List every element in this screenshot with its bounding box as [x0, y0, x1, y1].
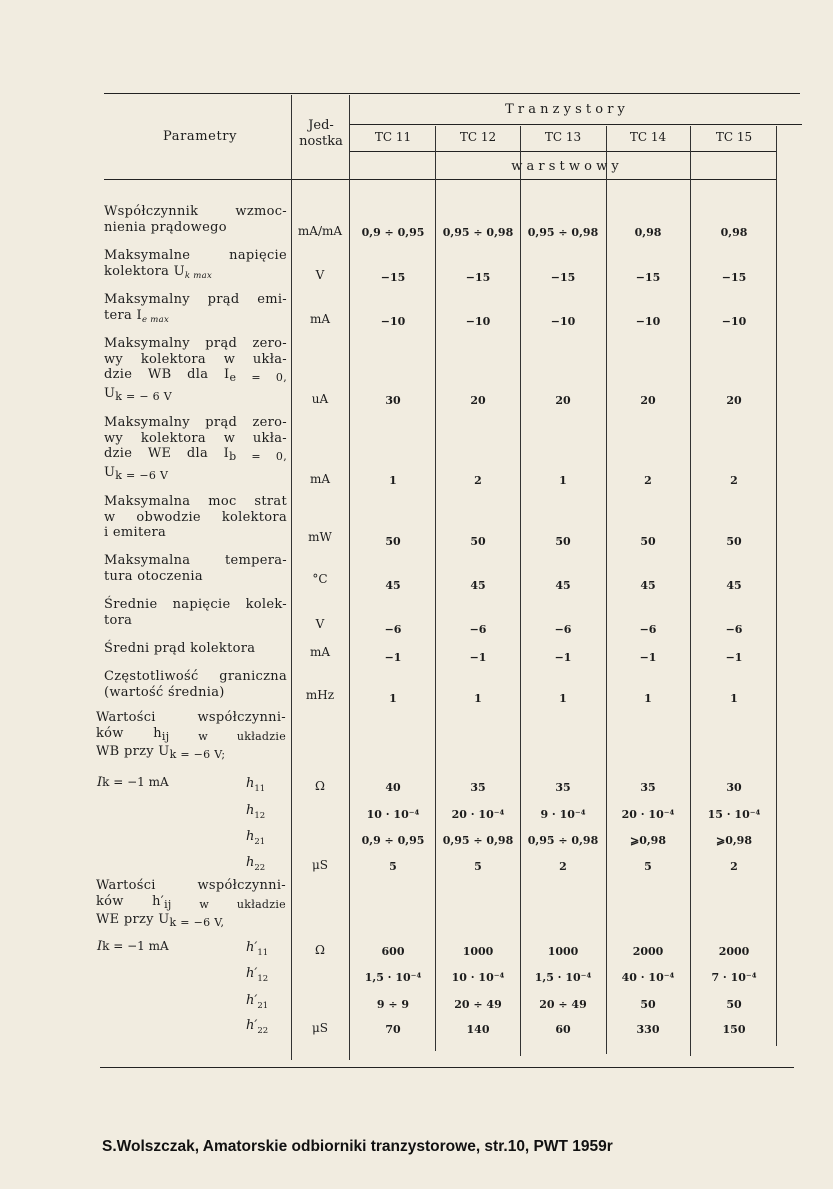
hb-block-h11-label: $h_{11}$: [246, 776, 266, 794]
hb-block-h22-unit: μS: [311, 858, 329, 872]
hb-block-h21-value-2: 0,95 ÷ 0,98: [442, 834, 514, 847]
hb-block-h12-value-5: 15 · 10⁻⁴: [707, 808, 761, 821]
row-10-param-line-1: Częstotliwość graniczna: [104, 669, 287, 684]
hb-block-h22-label: $h_{22}$: [246, 855, 266, 873]
row-5-param-line-1: Maksymalny prąd zero-: [104, 415, 287, 430]
he-block-h21-value-1: 9 ÷ 9: [376, 998, 410, 1011]
row-2-param: [104, 248, 287, 284]
row-8-unit: V: [315, 617, 325, 631]
hb-block-h11-value-4: 35: [640, 781, 656, 794]
row-9-unit: mA: [309, 645, 331, 659]
row-3-value-5: −10: [721, 315, 747, 328]
hb-block-h11-value-5: 30: [726, 781, 742, 794]
row-3-param-line-1: Maksymalny prąd emi-: [104, 292, 287, 307]
row-5-param-line-3: dzie WE dla $I_{b = 0,}$: [104, 446, 288, 463]
he-block-param-line-2: ków $h'_{ij w układzie}$: [96, 893, 286, 911]
hb-block-h22-value-4: 5: [644, 860, 652, 873]
row-8-param: [104, 597, 287, 628]
row-5-unit: mA: [309, 472, 331, 486]
row-5-value-5: 2: [730, 474, 738, 487]
he-block-h11-value-1: 600: [381, 945, 405, 958]
hb-block-param-line-3: WB przy $U_{k = -6 V;}$: [96, 744, 226, 761]
row-3-value-1: −10: [380, 315, 406, 328]
row-5-value-1: 1: [389, 474, 397, 487]
hb-block-h12-value-4: 20 · 10⁻⁴: [621, 808, 675, 821]
he-block-h21-value-5: 50: [726, 998, 742, 1011]
hb-block-param: [96, 710, 286, 763]
row-9-value-1: −1: [384, 651, 402, 664]
column-header-tc-11: TC 11: [374, 130, 412, 144]
row-7-value-5: 45: [726, 579, 742, 592]
hb-block-h11-value-2: 35: [470, 781, 486, 794]
row-9-value-5: −1: [725, 651, 743, 664]
hb-block-param-line-2: ków $h_{ij w układzie}$: [96, 725, 286, 743]
row-8-value-2: −6: [469, 623, 487, 636]
he-block-condition: Ik = −1 mA: [97, 939, 169, 954]
hb-block-h21-value-3: 0,95 ÷ 0,98: [527, 834, 599, 847]
he-block-h22-subscript: 22: [257, 1026, 269, 1036]
row-7-value-2: 45: [470, 579, 486, 592]
row-3-unit: mA: [309, 312, 331, 326]
row-8-param-line-1: Średnie napięcie kolek-: [104, 597, 287, 612]
he-block-h11-subscript: 11: [257, 948, 269, 958]
row-1-param-line-2: nienia prądowego: [104, 219, 227, 235]
row-5-param-line-2: wy kolektora w ukła-: [104, 430, 287, 446]
column-header-tc-14: TC 14: [629, 130, 667, 144]
he-block-h12-value-2: 10 · 10⁻⁴: [451, 971, 505, 984]
unit-header-line-1: Jed-: [308, 118, 334, 133]
he-block-h21-value-2: 20 ÷ 49: [454, 998, 502, 1011]
he-block-h12-subscript: 12: [257, 974, 269, 984]
he-block-h11-value-3: 1000: [547, 945, 579, 958]
hb-block-h11-unit: Ω: [315, 779, 325, 793]
he-block-h12-value-4: 40 · 10⁻⁴: [621, 971, 675, 984]
row-4-param-line-4: $U_{k = - 6 V}$: [104, 385, 172, 403]
row-7-value-3: 45: [555, 579, 571, 592]
row-9-value-3: −1: [554, 651, 572, 664]
row-4-param-subscript-2: k = − 6 V: [115, 389, 172, 403]
he-block-h12-value-5: 7 · 10⁻⁴: [711, 971, 757, 984]
group-header: T r a n z y s t o r y: [505, 102, 625, 117]
row-4-unit: uA: [311, 392, 329, 406]
row-4-value-1: 30: [385, 394, 401, 407]
row-2-unit: V: [315, 268, 325, 282]
row-10-param: [104, 669, 287, 700]
row-2-value-5: −15: [721, 271, 747, 284]
hb-block-condition-subscript: k = −1 mA: [102, 775, 169, 789]
row-6-value-4: 50: [640, 535, 656, 548]
row-3-param-line-2: tera $I_{e max}$: [104, 307, 170, 325]
row-8-value-5: −6: [725, 623, 743, 636]
row-4-param-line-2: wy kolektora w ukła-: [104, 351, 287, 367]
row-5-value-3: 1: [559, 474, 567, 487]
row-10-value-4: 1: [644, 692, 652, 705]
he-block-h22-unit: μS: [311, 1021, 329, 1035]
row-4-param-subscript-1: e = 0,: [229, 371, 288, 384]
row-8-value-1: −6: [384, 623, 402, 636]
row-7-value-1: 45: [385, 579, 401, 592]
hb-block-h21-value-5: ⩾0,98: [715, 834, 752, 847]
hb-block-param-line-1: Wartości współczynni-: [96, 710, 286, 725]
row-3-value-4: −10: [635, 315, 661, 328]
row-4-param: [104, 336, 287, 404]
he-block-h11-value-4: 2000: [632, 945, 664, 958]
he-block-h22-value-3: 60: [555, 1023, 571, 1036]
hb-block-h21-value-1: 0,9 ÷ 0,95: [361, 834, 425, 847]
row-4-value-5: 20: [726, 394, 742, 407]
he-block-h22-value-2: 140: [466, 1023, 490, 1036]
column-header-tc-13: TC 13: [544, 130, 582, 144]
he-block-param-line-1: Wartości współczynni-: [96, 878, 286, 893]
column-header-tc-12: TC 12: [459, 130, 497, 144]
row-6-value-1: 50: [385, 535, 401, 548]
row-10-value-1: 1: [389, 692, 397, 705]
he-block-h22-label: $h'_{22}$: [246, 1018, 269, 1036]
row-2-value-2: −15: [465, 271, 491, 284]
he-block-h11-unit: Ω: [315, 943, 325, 957]
row-7-param: [104, 553, 287, 584]
row-4-value-2: 20: [470, 394, 486, 407]
hb-block-h22-value-3: 2: [559, 860, 567, 873]
he-block-h11-value-2: 1000: [462, 945, 494, 958]
he-block-h11-label: $h'_{11}$: [246, 940, 269, 958]
row-10-value-3: 1: [559, 692, 567, 705]
row-4-param-line-3: dzie WB dla $I_{e = 0,}$: [104, 367, 288, 384]
row-5-param-subscript-2: k = −6 V: [115, 468, 169, 482]
row-6-param-line-1: Maksymalna moc strat: [104, 494, 287, 509]
hb-block-h22-value-1: 5: [389, 860, 397, 873]
he-block-h12-label: $h'_{12}$: [246, 966, 269, 984]
unit-header-line-2: nostka: [299, 134, 343, 149]
hb-block-h12-label: $h_{12}$: [246, 803, 266, 821]
row-6-value-2: 50: [470, 535, 486, 548]
header-bottom-rule: [104, 179, 776, 180]
he-block-h22-value-1: 70: [385, 1023, 401, 1036]
row-8-param-line-2: tora: [104, 612, 133, 628]
row-5-param-subscript-1: b = 0,: [229, 450, 288, 463]
he-block-h21-value-4: 50: [640, 998, 656, 1011]
he-block-h11-value-5: 2000: [718, 945, 750, 958]
type-header: w a r s t w o w y: [511, 159, 619, 174]
row-3-value-2: −10: [465, 315, 491, 328]
hb-block-param-subscript-2: k = −6 V;: [169, 748, 226, 761]
row-8-value-3: −6: [554, 623, 572, 636]
row-1-param: [104, 204, 287, 235]
he-block-h12-value-1: 1,5 · 10⁻⁴: [364, 971, 422, 984]
row-9-value-4: −1: [639, 651, 657, 664]
row-1-value-3: 0,95 ÷ 0,98: [527, 226, 599, 239]
he-block-h21-subscript: 21: [257, 1001, 269, 1011]
source-caption: S.Wolszczak, Amatorskie odbiorniki tranzystorowe, str.10, PWT 1959r: [102, 1138, 613, 1155]
row-10-value-5: 1: [730, 692, 738, 705]
row-6-value-5: 50: [726, 535, 742, 548]
hb-block-h12-value-2: 20 · 10⁻⁴: [451, 808, 505, 821]
hb-block-h21-label: $h_{21}$: [246, 829, 266, 847]
row-7-param-line-1: Maksymalna tempera-: [104, 553, 287, 568]
hb-block-h21-value-4: ⩾0,98: [629, 834, 666, 847]
row-3-value-3: −10: [550, 315, 576, 328]
row-9-param-line-1: Średni prąd kolektora: [104, 641, 256, 656]
row-6-param: [104, 494, 287, 541]
hb-block-h21-subscript: 21: [254, 837, 266, 847]
row-5-value-2: 2: [474, 474, 482, 487]
row-6-param-line-3: i emitera: [104, 525, 167, 540]
row-10-value-2: 1: [474, 692, 482, 705]
header-group-rule: [350, 124, 802, 125]
row-5-value-4: 2: [644, 474, 652, 487]
row-2-value-1: −15: [380, 271, 406, 284]
he-block-param: [96, 878, 286, 931]
row-4-value-4: 20: [640, 394, 656, 407]
row-3-param: [104, 292, 287, 328]
table-bottom-rule: [100, 1067, 794, 1068]
he-block-param-subscript-2: k = −6 V,: [169, 916, 225, 929]
row-7-unit: °C: [312, 572, 328, 586]
he-block-h21-label: $h'_{21}$: [246, 993, 269, 1011]
header-columns-rule: [350, 151, 776, 152]
he-block-param-line-3: WE przy $U_{k = -6 V,}$: [96, 912, 225, 929]
row-1-unit: mA/mA: [297, 224, 343, 238]
row-8-value-4: −6: [639, 623, 657, 636]
hb-block-param-subscript-1: ij w układzie: [161, 729, 286, 743]
hb-block-condition: Ik = −1 mA: [97, 775, 169, 790]
row-10-unit: mHz: [305, 688, 335, 702]
column-header-tc-15: TC 15: [715, 130, 753, 144]
row-9-value-2: −1: [469, 651, 487, 664]
hb-block-h22-value-5: 2: [730, 860, 738, 873]
row-10-param-line-2: (wartość średnia): [104, 684, 225, 700]
row-7-param-line-2: tura otoczenia: [104, 568, 203, 584]
row-4-param-line-1: Maksymalny prąd zero-: [104, 336, 287, 351]
hb-block-h12-subscript: 12: [254, 811, 266, 821]
he-block-h22-value-5: 150: [722, 1023, 746, 1036]
table-top-rule: [104, 93, 800, 94]
row-5-param-line-4: $U_{k = -6 V}$: [104, 464, 169, 482]
row-4-value-3: 20: [555, 394, 571, 407]
row-1-value-1: 0,9 ÷ 0,95: [361, 226, 425, 239]
row-2-param-line-2: kolektora $U_{k max}$: [104, 263, 213, 281]
row-6-value-3: 50: [555, 535, 571, 548]
hb-block-h22-value-2: 5: [474, 860, 482, 873]
he-block-h22-value-4: 330: [636, 1023, 660, 1036]
row-1-param-line-1: Współczynnik wzmoc-: [104, 204, 287, 219]
row-2-value-4: −15: [635, 271, 661, 284]
hb-block-h11-value-3: 35: [555, 781, 571, 794]
row-2-param-subscript: k max: [184, 270, 213, 281]
row-1-value-5: 0,98: [720, 226, 748, 239]
hb-block-h11-value-1: 40: [385, 781, 401, 794]
hb-block-h12-value-3: 9 · 10⁻⁴: [540, 808, 586, 821]
he-block-h12-value-3: 1,5 · 10⁻⁴: [534, 971, 592, 984]
param-header: Parametry: [162, 129, 238, 144]
row-1-value-4: 0,98: [634, 226, 662, 239]
hb-block-h11-subscript: 11: [254, 784, 266, 794]
he-block-param-subscript-1: ij w układzie: [164, 897, 286, 911]
row-2-value-3: −15: [550, 271, 576, 284]
row-3-param-subscript: e max: [141, 314, 170, 325]
row-7-value-4: 45: [640, 579, 656, 592]
row-6-unit: mW: [308, 530, 332, 544]
row-9-param: [104, 641, 287, 657]
hb-block-h12-value-1: 10 · 10⁻⁴: [366, 808, 420, 821]
he-block-h21-value-3: 20 ÷ 49: [539, 998, 587, 1011]
row-2-param-line-1: Maksymalne napięcie: [104, 248, 287, 263]
row-1-value-2: 0,95 ÷ 0,98: [442, 226, 514, 239]
hb-block-h22-subscript: 22: [254, 863, 266, 873]
he-block-condition-subscript: k = −1 mA: [102, 939, 169, 953]
row-5-param: [104, 415, 287, 483]
row-6-param-line-2: w obwodzie kolektora: [104, 509, 287, 525]
